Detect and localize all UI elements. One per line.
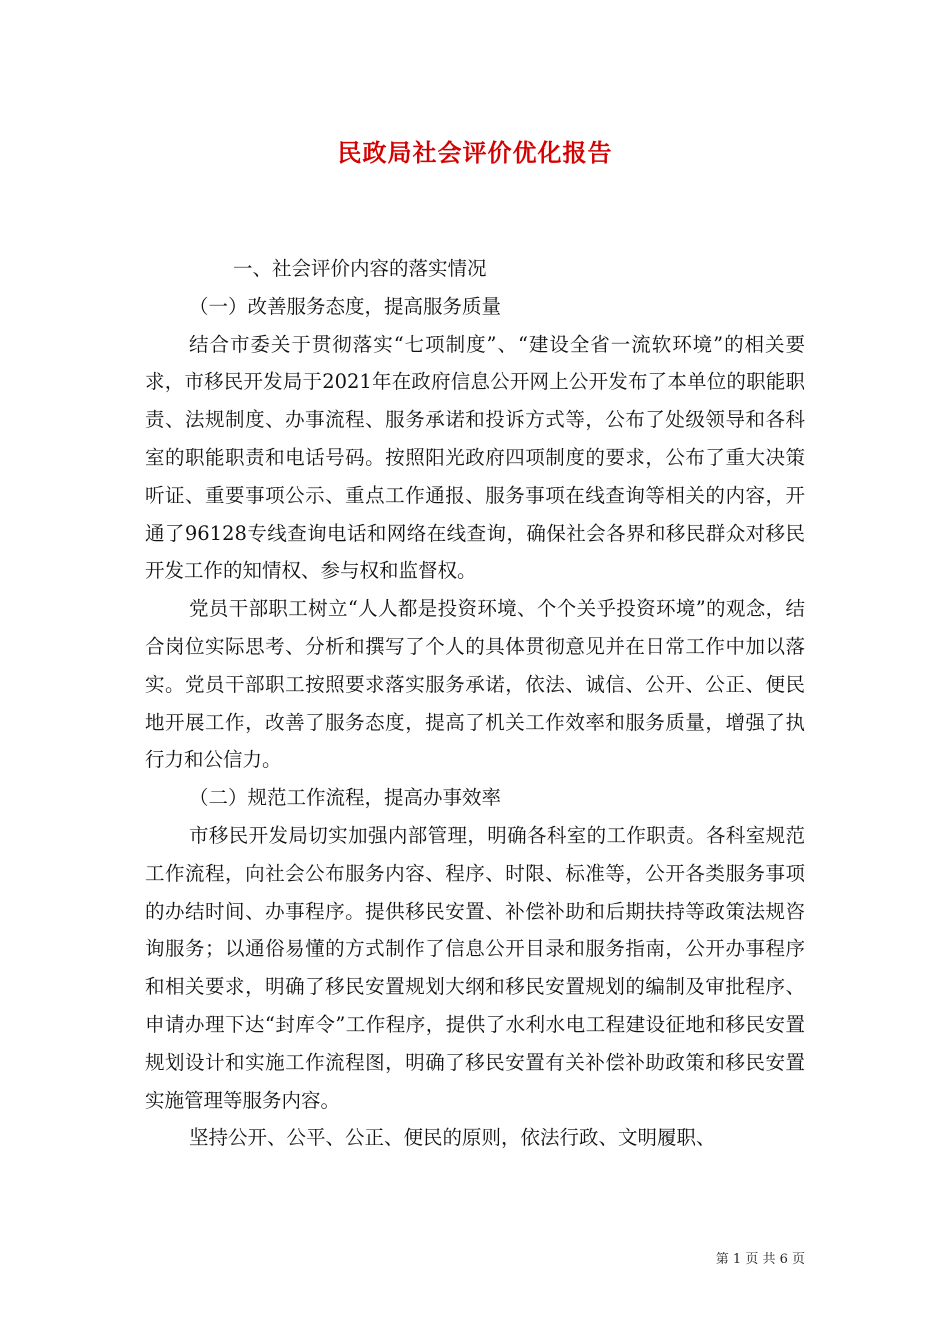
page-number-footer: 第 1 页 共 6 页 (715, 1252, 805, 1267)
paragraph: 坚持公开、公平、公正、便民的原则，依法行政、文明履职、 (189, 1126, 716, 1150)
document-body (145, 250, 805, 1157)
section-heading: 一、社会评价内容的落实情况 (233, 257, 487, 280)
subsection-heading: （二）规范工作流程，提高办事效率 (189, 786, 502, 810)
paragraph: 党员干部职工树立“人人都是投资环境、个个关乎投资环境”的观念，结合岗位实际思考、分析和撰写了个人的具体贯彻意见并在日常工作中加以落实。党员干部职工按照要求落实服务承诺，依法、诚信、公开、公正、便民地开展工作，改善了服务态度，提高了机关工作效率和服务质量，增强了执行力和公信力。 (145, 597, 805, 772)
document-title: 民政局社会评价优化报告 (337, 138, 613, 167)
paragraph: 市移民开发局切实加强内部管理，明确各科室的工作职责。各科室规范工作流程，向社会公布服务内容、程序、时限、标准等，公开各类服务事项的办结时间、办事程序。提供移民安置、补偿补助和后期扶持等政策法规咨询服务；以通俗易懂的方式制作了信息公开目录和服务指南，公开办事程序和相关要求，明确了移民安置规划大纲和移民安置规划的编制及审批程序、申请办理下达“封库令”工作程序，提供了水利水电工程建设征地和移民安置规划设计和实施工作流程图，明确了移民安置有关补偿补助政策和移民安置实施管理等服务内容。 (145, 823, 805, 1112)
subsection-heading: （一）改善服务态度，提高服务质量 (189, 294, 502, 318)
paragraph: 结合市委关于贯彻落实“七项制度”、“建设全省一流软环境”的相关要求，市移民开发局于2021年在政府信息公开网上公开发布了本单位的职能职责、法规制度、办事流程、服务承诺和投诉方式等，公布了处级领导和各科室的职能职责和电话号码。按照阳光政府四项制度的要求，公布了重大决策听证、重要事项公示、重点工作通报、服务事项在线查询等相关的内容，开通了96128专线查询电话和网络在线查询，确保社会各界和移民群众对移民开发工作的知情权、参与权和监督权。 (145, 332, 805, 583)
